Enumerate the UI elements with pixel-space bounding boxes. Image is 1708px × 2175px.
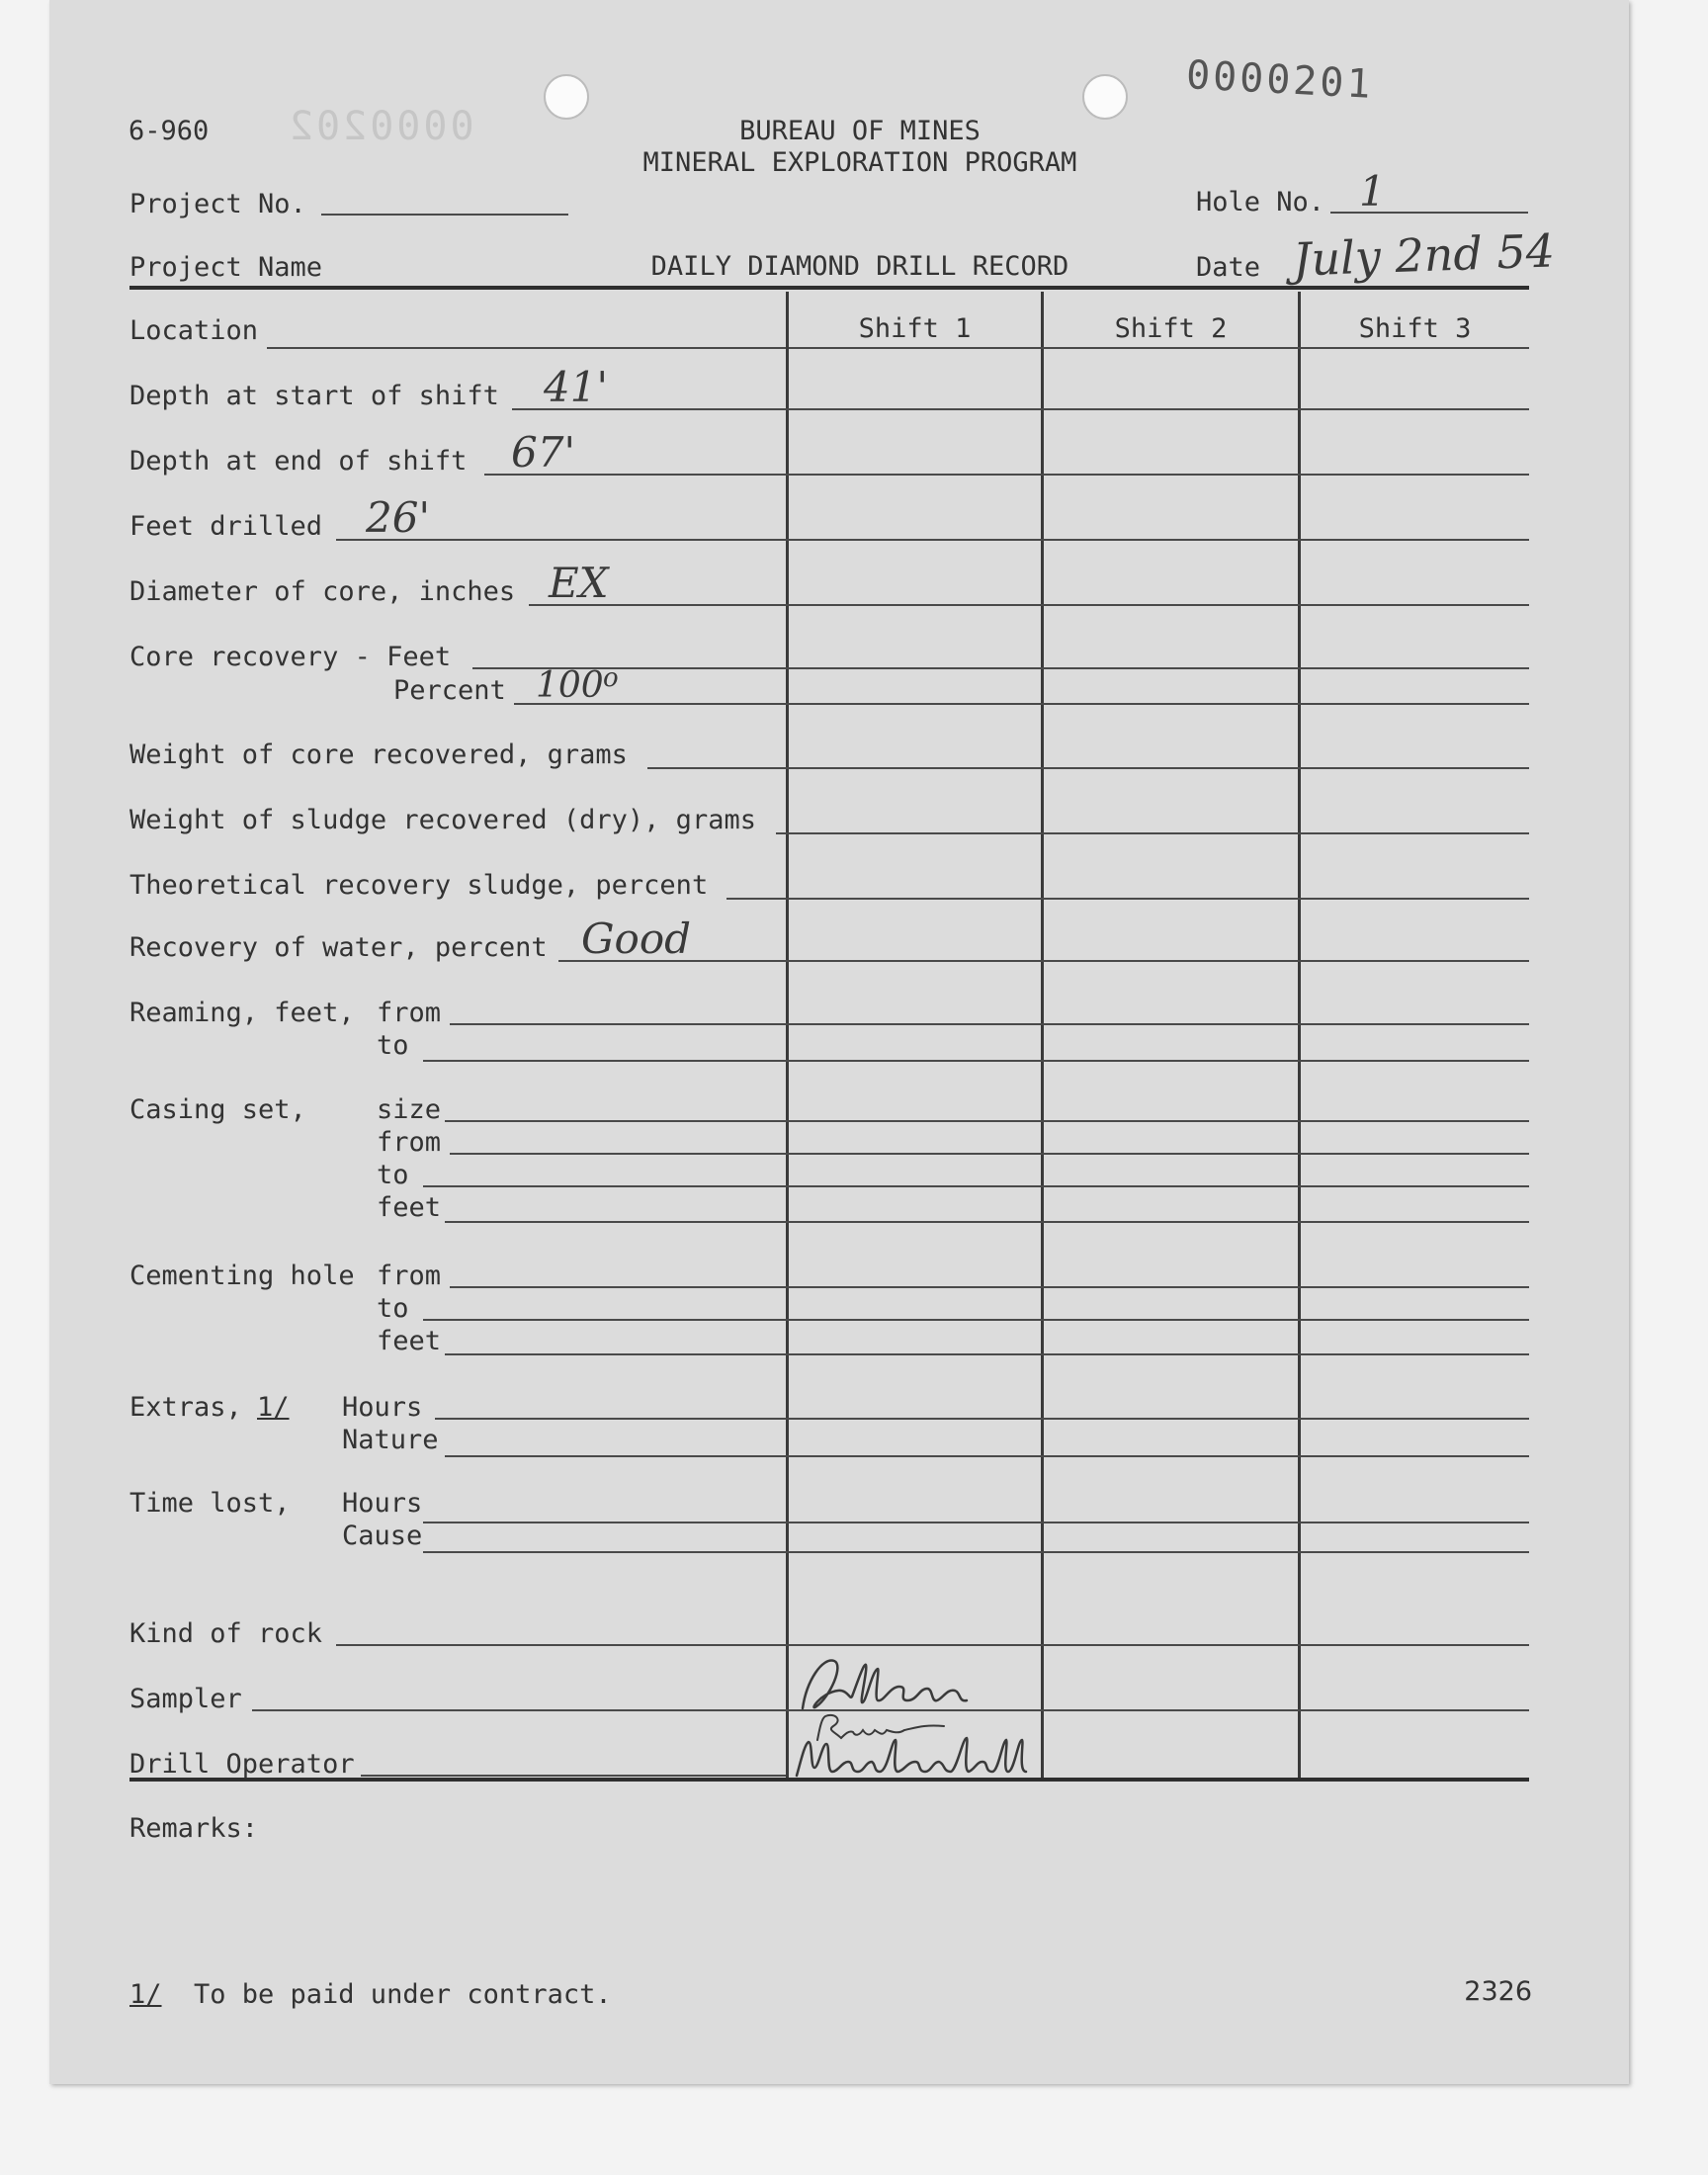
extras-footnote-ref: 1/ <box>257 1392 290 1423</box>
water-recovery-line <box>558 960 1529 962</box>
core-diameter-label: Diameter of core, inches <box>129 576 516 607</box>
extras-nature-line <box>445 1455 1529 1457</box>
core-recovery-percent-value: 100 <box>536 665 604 706</box>
project-name-label: Project Name <box>129 252 323 283</box>
cementing-feet-label: feet <box>377 1326 442 1356</box>
depth-start-value: 41' <box>544 363 608 411</box>
cementing-from-line <box>450 1286 1529 1288</box>
feet-drilled-label: Feet drilled <box>129 511 323 542</box>
column-divider-3 <box>1298 292 1301 1778</box>
water-recovery-value: Good <box>581 914 692 963</box>
cementing-to-line <box>423 1319 1529 1321</box>
column-divider-1 <box>786 292 789 1778</box>
casing-size-line <box>445 1120 1529 1122</box>
feet-drilled-line <box>336 539 1529 541</box>
signature-mendenhall <box>789 1732 1046 1782</box>
shift-3-header: Shift 3 <box>1358 313 1472 344</box>
record-title: DAILY DIAMOND DRILL RECORD <box>650 251 1069 282</box>
kind-of-rock-label: Kind of rock <box>129 1618 323 1649</box>
casing-feet-label: feet <box>377 1192 442 1223</box>
hole-no-label: Hole No. <box>1196 187 1325 218</box>
depth-end-value: 67' <box>511 428 575 477</box>
core-recovery-percent-label: Percent <box>393 675 506 706</box>
cementing-to-label: to <box>377 1293 409 1324</box>
extras-hours-label: Hours <box>342 1392 423 1423</box>
drill-operator-label: Drill Operator <box>129 1749 355 1780</box>
time-lost-cause-label: Cause <box>342 1521 423 1551</box>
shift-2-header: Shift 2 <box>1114 313 1228 344</box>
shift-1-header: Shift 1 <box>858 313 972 344</box>
time-lost-hours-line <box>423 1522 1529 1523</box>
cementing-from-label: from <box>377 1261 442 1291</box>
footnote-ref: 1/ <box>129 1979 162 2010</box>
core-recovery-feet-line <box>472 667 1529 669</box>
depth-start-label: Depth at start of shift <box>129 381 499 411</box>
casing-label: Casing set, <box>129 1094 306 1125</box>
extras-nature-label: Nature <box>342 1425 439 1455</box>
reaming-to-line <box>423 1060 1529 1062</box>
agency-title: BUREAU OF MINES <box>739 116 981 146</box>
theoretical-sludge-line <box>726 898 1529 900</box>
sludge-weight-line <box>776 832 1529 834</box>
casing-feet-line <box>445 1221 1529 1223</box>
depth-end-line <box>484 474 1529 476</box>
date-label: Date <box>1196 252 1261 283</box>
core-recovery-percent-line <box>514 703 1529 705</box>
time-lost-hours-label: Hours <box>342 1488 423 1519</box>
stamp-number: 0000201 <box>1184 52 1375 108</box>
header-rule <box>129 286 1529 290</box>
form-number: 6-960 <box>128 116 210 146</box>
project-no-label: Project No. <box>129 189 306 219</box>
theoretical-sludge-label: Theoretical recovery sludge, percent <box>129 870 709 901</box>
date-value: July 2nd 54 <box>1292 223 1556 287</box>
reaming-from-label: from <box>377 998 442 1028</box>
time-lost-cause-line <box>423 1551 1529 1553</box>
core-weight-line <box>647 767 1529 769</box>
punch-hole-right <box>1082 74 1128 120</box>
hole-no-value: 1 <box>1359 167 1386 216</box>
casing-to-line <box>423 1185 1529 1187</box>
casing-size-label: size <box>377 1094 442 1125</box>
sludge-weight-label: Weight of sludge recovered (dry), grams <box>129 805 756 835</box>
punch-hole-left <box>544 74 589 120</box>
depth-end-label: Depth at end of shift <box>129 446 468 477</box>
time-lost-label: Time lost, <box>129 1488 291 1519</box>
casing-from-label: from <box>377 1127 442 1158</box>
location-line <box>267 347 786 349</box>
reaming-label: Reaming, feet, <box>129 998 355 1028</box>
core-recovery-percent-mark: o <box>603 663 619 693</box>
water-recovery-label: Recovery of water, percent <box>129 932 548 963</box>
depth-start-line <box>512 408 1529 410</box>
kind-of-rock-line <box>336 1644 1529 1646</box>
core-diameter-line <box>529 604 1529 606</box>
sampler-label: Sampler <box>129 1684 242 1714</box>
reaming-from-line <box>450 1023 1529 1025</box>
remarks-label: Remarks: <box>129 1813 259 1844</box>
drill-operator-line <box>361 1775 786 1777</box>
program-title: MINERAL EXPLORATION PROGRAM <box>642 147 1077 178</box>
project-no-line <box>321 214 568 216</box>
reaming-to-label: to <box>377 1030 409 1061</box>
core-diameter-value: EX <box>549 559 609 607</box>
extras-hours-line <box>435 1418 1529 1420</box>
extras-label: Extras, <box>129 1392 242 1423</box>
feet-drilled-value: 26' <box>366 493 430 542</box>
core-weight-label: Weight of core recovered, grams <box>129 740 628 770</box>
core-recovery-feet-label: Core recovery - Feet <box>129 642 452 672</box>
page-code: 2326 <box>1464 1976 1532 2007</box>
footnote-text: To be paid under contract. <box>194 1979 612 2010</box>
form-sheet <box>49 0 1629 2084</box>
mirrored-stamp-number: 0000202 <box>287 104 474 149</box>
location-label: Location <box>129 315 259 346</box>
casing-from-line <box>450 1153 1529 1155</box>
cementing-feet-line <box>445 1353 1529 1355</box>
casing-to-label: to <box>377 1160 409 1190</box>
column-divider-2 <box>1041 292 1044 1778</box>
cementing-label: Cementing hole <box>129 1261 355 1291</box>
shift-header-line <box>789 347 1529 349</box>
